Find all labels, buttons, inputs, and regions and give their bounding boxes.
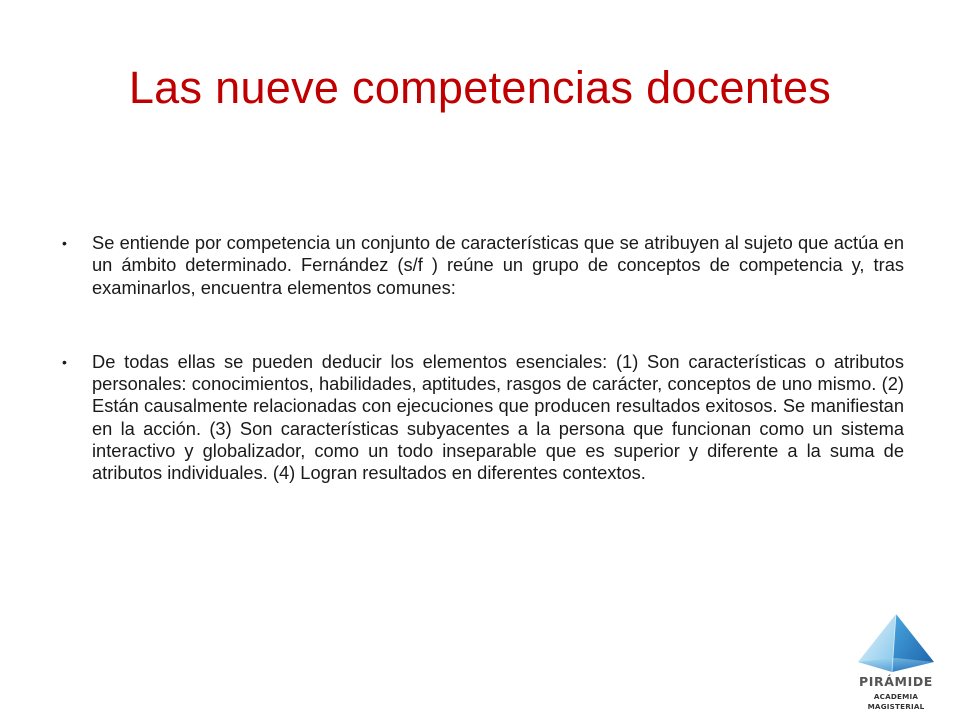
- piramide-logo: [848, 612, 944, 716]
- pyramid-logo-icon: [848, 612, 944, 676]
- logo-name: PIRÁMIDE: [859, 674, 933, 689]
- bullet-marker: •: [62, 235, 67, 251]
- bullet-text: Se entiende por competencia un conjunto de características que se atribuyen al sujeto que actúa en un ámbito determinado. Fernández (s/f ) reúne un grupo de conceptos de competencia y, tras examinarlos, encuentra elementos comunes:: [92, 232, 904, 298]
- slide-title: Las nueve competencias docentes: [128, 62, 832, 113]
- bullet-marker: •: [62, 353, 67, 370]
- bullet-item: [62, 232, 904, 299]
- logo-subtitle: ACADEMIA MAGISTERIAL: [867, 692, 925, 711]
- bullet-item: [62, 351, 904, 485]
- slide-content: [62, 232, 904, 485]
- bullet-text: De todas ellas se pueden deducir los elementos esenciales: (1) Son características o atributos personales: conocimientos, habilidades, aptitudes, rasgos de carácter, conceptos de uno mismo. (2) Están causalmente relacionadas con ejecuciones que producen resultados exitosos. Se manifiestan en la acción. (3) Son características subyacentes a la persona que funcionan como un sistema interactivo y globalizador, como un todo inseparable que es superior y diferente a la suma de atributos individuales. (4) Logran resultados en diferentes contextos.: [92, 350, 904, 484]
